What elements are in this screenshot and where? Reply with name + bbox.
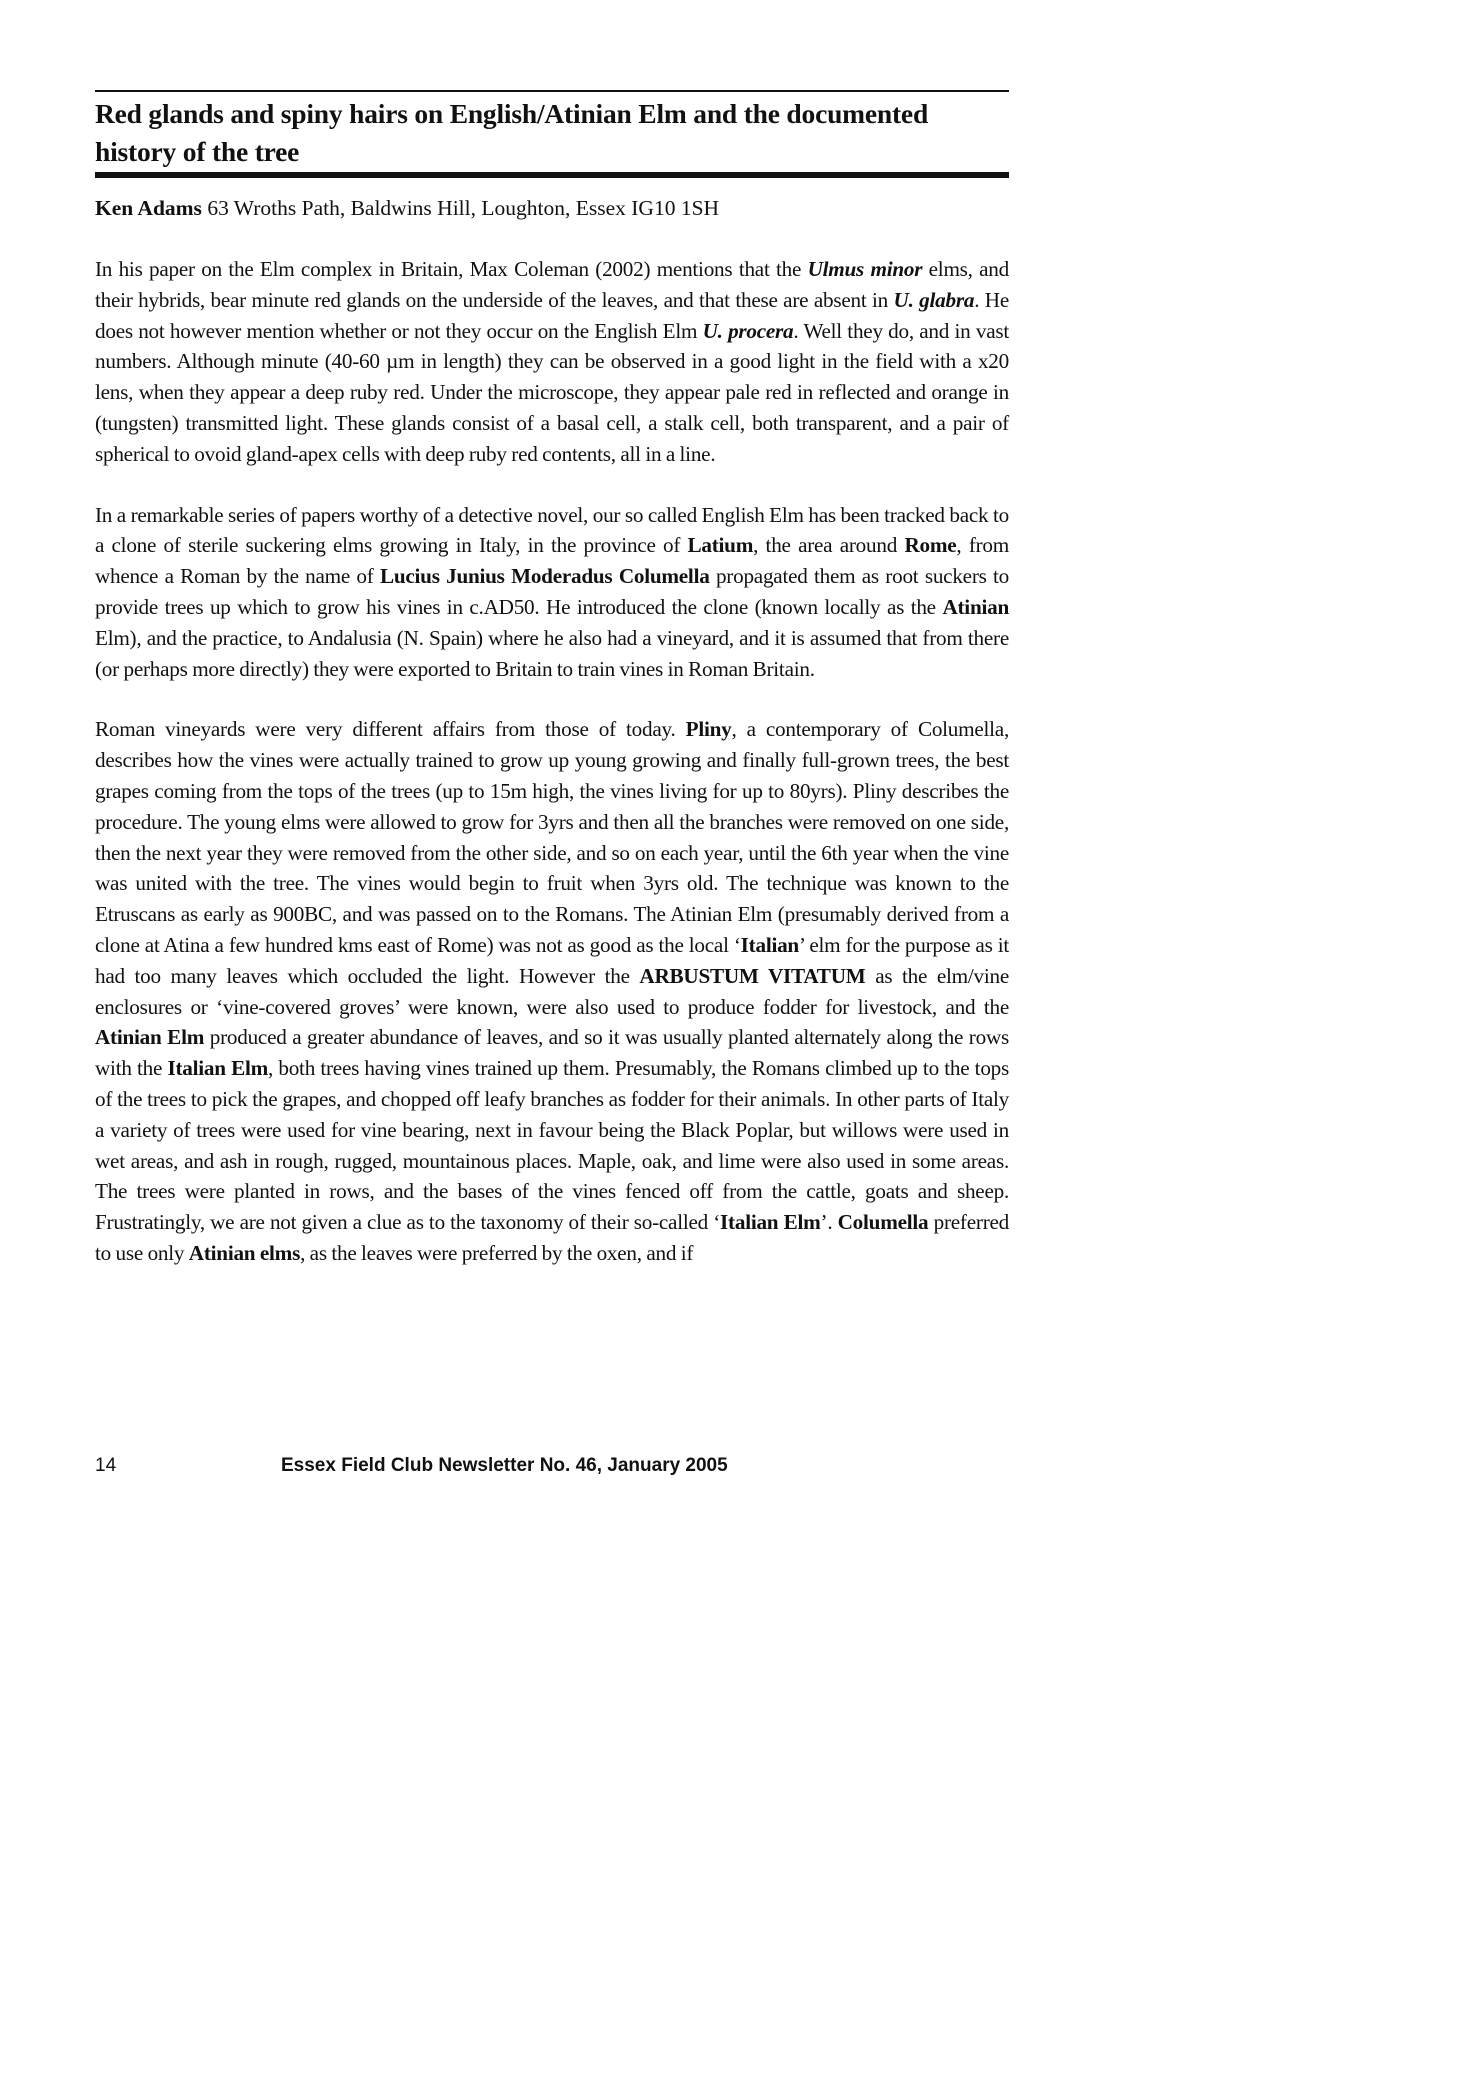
bold-term: Rome <box>904 533 957 558</box>
species-name: U. glabra <box>893 287 975 312</box>
bold-term: Pliny <box>685 717 732 742</box>
text-run: . He does not however mention whether or not they occur on the English Elm <box>95 287 1009 343</box>
article-body <box>95 254 1009 1269</box>
bold-term: ARBUSTUM VITATUM <box>639 963 866 988</box>
author-line <box>95 193 1009 223</box>
text-run: In a remarkable series of papers worthy of a detective novel, our so called English Elm has been tracked back to a clone of sterile suckering elms growing in Italy, in the province of <box>95 502 1009 558</box>
species-name: Ulmus minor <box>807 257 923 281</box>
bold-term: Atinian <box>942 594 1009 619</box>
title-top-rule <box>95 90 1009 92</box>
text-run: Elm), and the practice, to Andalusia (N. Spain) where he also had a vineyard, and it is assumed that from there (or perhaps more directly) they were exported to Britain to train vines in Roman Britain. <box>95 625 1009 681</box>
text-run: as the elm/vine enclosures or ‘vine-covered groves’ were known, were also used to produce fodder for livestock, and the <box>95 963 1009 1019</box>
title-bottom-rule <box>95 172 1009 178</box>
text-run: , the area around <box>753 533 905 558</box>
text-run: , as the leaves were preferred by the oxen, and if <box>300 1240 694 1265</box>
bold-term: Columella <box>837 1210 929 1235</box>
text-run: , both trees having vines trained up them. Presumably, the Romans climbed up to the tops of the trees to pick the grapes, and chopped off leafy branches as fodder for their animals. In other parts of Italy a variety of trees were used for vine bearing, next in favour being the Black Poplar, but willows were used in wet areas, and ash in rough, rugged, mountainous places. Maple, oak, and lime were also used in some areas. The trees were planted in rows, and the bases of the vines fenced off from the cattle, goats and sheep. Frustratingly, we are not given a clue as to the taxonomy of their so-called ‘ <box>95 1056 1010 1235</box>
text-run: propagated them as root suckers to provide trees up which to grow his vines in c.AD50. He introduced the clone (known locally as the <box>95 564 1009 619</box>
text-run: preferred to use only <box>95 1210 1009 1265</box>
paragraph-roman-vineyards <box>95 714 1009 1268</box>
page-number: 14 <box>95 1455 117 1476</box>
text-run: produced a greater abundance of leaves, and so it was usually planted alternately along the rows with the <box>95 1025 1009 1081</box>
author-name: Ken Adams <box>95 196 202 220</box>
bold-term: Atinian elms <box>188 1240 301 1265</box>
text-run: In his paper on the Elm complex in Britain, Max Coleman (2002) mentions that the <box>95 257 808 281</box>
text-run: , a contemporary of Columella, describes how the vines were actually trained to grow up young growing and finally full-grown trees, the best grapes coming from the tops of the trees (up to 15m high, the vines living for up to 80yrs). Pliny describes the procedure. The young elms were allowed to grow for 3yrs and then all the branches were removed on one side, then the next year they were removed from the other side, and so on each year, until the 6th year when the vine was united with the tree. The vines would begin to fruit when 3yrs old. The technique was known to the Etruscans as early as 900BC, and was passed on to the Romans. The Atinian Elm (presumably derived from a clone at Atina a few hundred kms east of Rome) was not as good as the local ‘ <box>95 717 1010 957</box>
paragraph-red-glands <box>95 254 1009 470</box>
paragraph-history <box>95 500 1009 685</box>
bold-term: Lucius Junius Moderadus Columella <box>379 564 710 589</box>
text-run: , from whence a Roman by the name of <box>95 533 1010 589</box>
bold-term: Latium <box>687 533 754 558</box>
bold-term: Atinian Elm <box>95 1025 205 1050</box>
text-run: ’ elm for the purpose as it had too many leaves which occluded the light. However the <box>95 932 1009 988</box>
text-run: ’. <box>820 1210 838 1235</box>
publication-footer: Essex Field Club Newsletter No. 46, January 2005 <box>281 1455 728 1476</box>
bold-term: Italian Elm <box>720 1210 821 1235</box>
bold-term: Italian Elm <box>167 1056 268 1081</box>
text-run: elms, and their hybrids, bear minute red glands on the underside of the leaves, and that these are absent in <box>95 257 1009 312</box>
species-name: U. procera <box>702 318 794 343</box>
text-run: . Well they do, and in vast numbers. Although minute (40-60 µm in length) they can be observed in a good light in the field with a x20 lens, when they appear a deep ruby red. Under the microscope, they appear pale red in reflected and orange in (tungsten) transmitted light. These glands consist of a basal cell, a stalk cell, both transparent, and a pair of spherical to ovoid gland-apex cells with deep ruby red contents, all in a line. <box>95 318 1009 466</box>
text-run: Roman vineyards were very different affairs from those of today. <box>95 717 686 742</box>
article-title: Red glands and spiny hairs on English/Atinian Elm and the documented history of the tree <box>95 98 929 167</box>
author-address: 63 Wroths Path, Baldwins Hill, Loughton, Essex IG10 1SH <box>207 196 720 220</box>
bold-term: Italian <box>740 932 799 957</box>
